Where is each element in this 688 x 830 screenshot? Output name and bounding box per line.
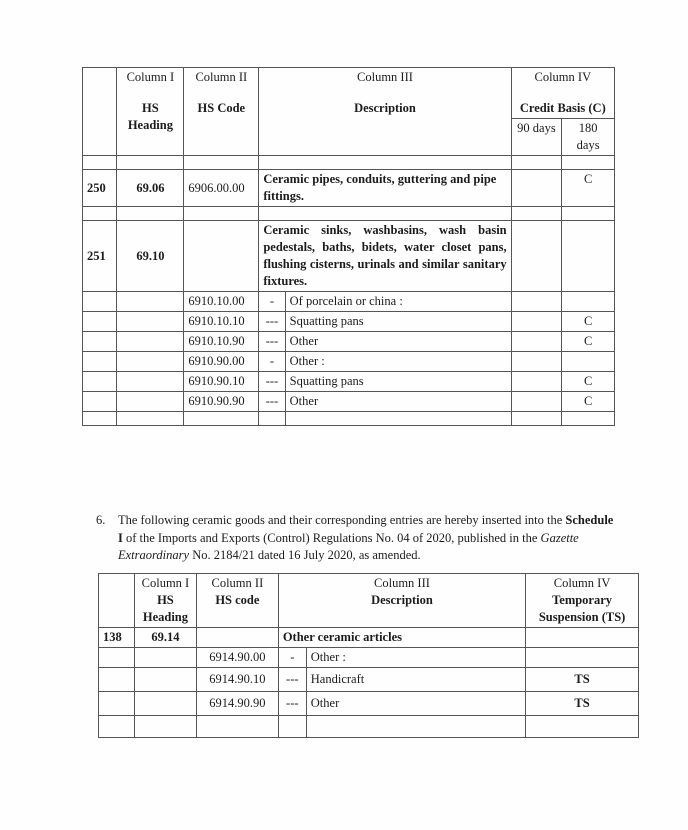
description-title: Description <box>354 101 416 115</box>
description-cell: Of porcelain or china : <box>285 292 511 312</box>
hs-code-cell: 6910.10.10 <box>184 312 259 332</box>
hs-heading-header <box>134 574 196 628</box>
subitem-row <box>99 692 639 716</box>
column-i-label: Column I <box>141 576 190 590</box>
paragraph-text <box>118 512 616 565</box>
days-90-header: 90 days <box>511 119 562 156</box>
column-ii-label: Column II <box>195 70 248 84</box>
dash-cell: --- <box>259 332 285 352</box>
column-ii-label: Column II <box>211 576 264 590</box>
heading-cell: 69.06 <box>117 170 184 207</box>
temporary-suspension-table <box>98 573 639 738</box>
heading-cell: 69.14 <box>134 628 196 648</box>
dash-cell: - <box>259 292 285 312</box>
description-cell: Handicraft <box>306 668 525 692</box>
description-cell: Other <box>285 392 511 412</box>
subitem-row <box>83 352 615 372</box>
description-cell: Squatting pans <box>285 312 511 332</box>
spacer-row <box>83 156 615 170</box>
credit-180-cell <box>562 292 615 312</box>
dash-cell: --- <box>259 372 285 392</box>
amendment-paragraph <box>96 512 616 565</box>
column-iv-label: Column IV <box>553 576 611 590</box>
credit-90-cell <box>511 392 562 412</box>
hs-code-cell: 6910.10.00 <box>184 292 259 312</box>
description-header <box>278 574 525 628</box>
column-iv-label: Column IV <box>534 70 592 84</box>
subitem-row <box>99 668 639 692</box>
subitem-row <box>99 648 639 668</box>
serial-cell: 138 <box>99 628 135 648</box>
column-i-label: Column I <box>126 70 175 84</box>
paragraph-number: 6. <box>96 513 106 527</box>
credit-basis-title: Credit Basis (C) <box>519 101 606 115</box>
credit-90-cell <box>511 221 562 292</box>
days-180-header: 180 days <box>562 119 615 156</box>
dash-cell: --- <box>278 668 306 692</box>
column-iii-label: Column III <box>357 70 413 84</box>
dash-cell: - <box>259 352 285 372</box>
hs-code-cell: 6914.90.90 <box>196 692 278 716</box>
hs-code-cell: 6914.90.00 <box>196 648 278 668</box>
subitem-row <box>83 292 615 312</box>
hs-code-cell: 6906.00.00 <box>184 170 259 207</box>
credit-180-cell <box>562 352 615 372</box>
hs-heading-title: HS Heading <box>127 101 173 132</box>
description-cell: Other <box>285 332 511 352</box>
serial-cell: 251 <box>83 221 117 292</box>
description-cell: Other ceramic articles <box>278 628 525 648</box>
hs-code-header <box>184 68 259 156</box>
gazette-name: Gazette Extraordinary <box>118 530 579 562</box>
hs-code-cell: 6910.90.90 <box>184 392 259 412</box>
hs-code-cell: 6914.90.10 <box>196 668 278 692</box>
suspension-cell: TS <box>526 692 639 716</box>
hs-code-title: HS code <box>215 593 260 607</box>
header-row <box>83 68 615 119</box>
dash-cell: - <box>278 648 306 668</box>
description-cell: Ceramic pipes, conduits, guttering and pipe fittings. <box>259 170 511 207</box>
credit-180-cell: C <box>562 332 615 352</box>
subitem-row <box>83 312 615 332</box>
credit-180-cell <box>562 221 615 292</box>
hs-code-cell: 6910.90.10 <box>184 372 259 392</box>
spacer-row <box>83 207 615 221</box>
paragraph-text-part: The following ceramic goods and their corresponding entries are hereby inserted into the <box>118 513 566 527</box>
credit-180-cell: C <box>562 392 615 412</box>
credit-90-cell <box>511 372 562 392</box>
subitem-row <box>83 372 615 392</box>
hs-heading-title: HS Heading <box>142 593 188 624</box>
suspension-cell <box>526 628 639 648</box>
entry-row <box>83 221 615 292</box>
credit-90-cell <box>511 170 562 207</box>
credit-90-cell <box>511 312 562 332</box>
serial-header <box>99 574 135 628</box>
description-cell: Other <box>306 692 525 716</box>
credit-90-cell <box>511 352 562 372</box>
credit-180-cell: C <box>562 312 615 332</box>
hs-heading-header <box>117 68 184 156</box>
description-cell: Squatting pans <box>285 372 511 392</box>
credit-basis-table <box>82 67 615 426</box>
spacer-row <box>99 716 639 738</box>
credit-90-cell <box>511 332 562 352</box>
spacer-row <box>83 412 615 426</box>
credit-180-cell: C <box>562 170 615 207</box>
credit-basis-header <box>511 68 614 119</box>
column-iii-label: Column III <box>374 576 430 590</box>
credit-180-cell: C <box>562 372 615 392</box>
hs-code-cell: 6910.10.90 <box>184 332 259 352</box>
entry-row <box>99 628 639 648</box>
suspension-header <box>526 574 639 628</box>
credit-90-cell <box>511 292 562 312</box>
description-cell: Ceramic sinks, washbasins, wash basin pedestals, baths, bidets, water closet pans, flushing cisterns, urinals and similar sanitary fixtures. <box>259 221 511 292</box>
suspension-cell <box>526 648 639 668</box>
hs-code-title: HS Code <box>197 101 246 115</box>
serial-cell: 250 <box>83 170 117 207</box>
hs-code-cell <box>184 221 259 292</box>
paragraph-text-part: No. 2184/21 dated 16 July 2020, as amended. <box>189 548 421 562</box>
entry-row <box>83 170 615 207</box>
subitem-row <box>83 392 615 412</box>
hs-code-cell: 6910.90.00 <box>184 352 259 372</box>
dash-cell: --- <box>259 392 285 412</box>
description-cell: Other : <box>285 352 511 372</box>
suspension-title: Temporary Suspension (TS) <box>538 593 626 624</box>
hs-code-header <box>196 574 278 628</box>
schedule-name: Schedule I <box>118 513 614 545</box>
subitem-row <box>83 332 615 352</box>
header-row <box>99 574 639 628</box>
suspension-cell: TS <box>526 668 639 692</box>
hs-code-cell <box>196 628 278 648</box>
description-title: Description <box>371 593 433 607</box>
paragraph-text-part: of the Imports and Exports (Control) Regulations No. 04 of 2020, published in the <box>122 530 541 545</box>
description-header <box>259 68 511 156</box>
dash-cell: --- <box>259 312 285 332</box>
description-cell: Other : <box>306 648 525 668</box>
heading-cell: 69.10 <box>117 221 184 292</box>
dash-cell: --- <box>278 692 306 716</box>
serial-header <box>83 68 117 156</box>
